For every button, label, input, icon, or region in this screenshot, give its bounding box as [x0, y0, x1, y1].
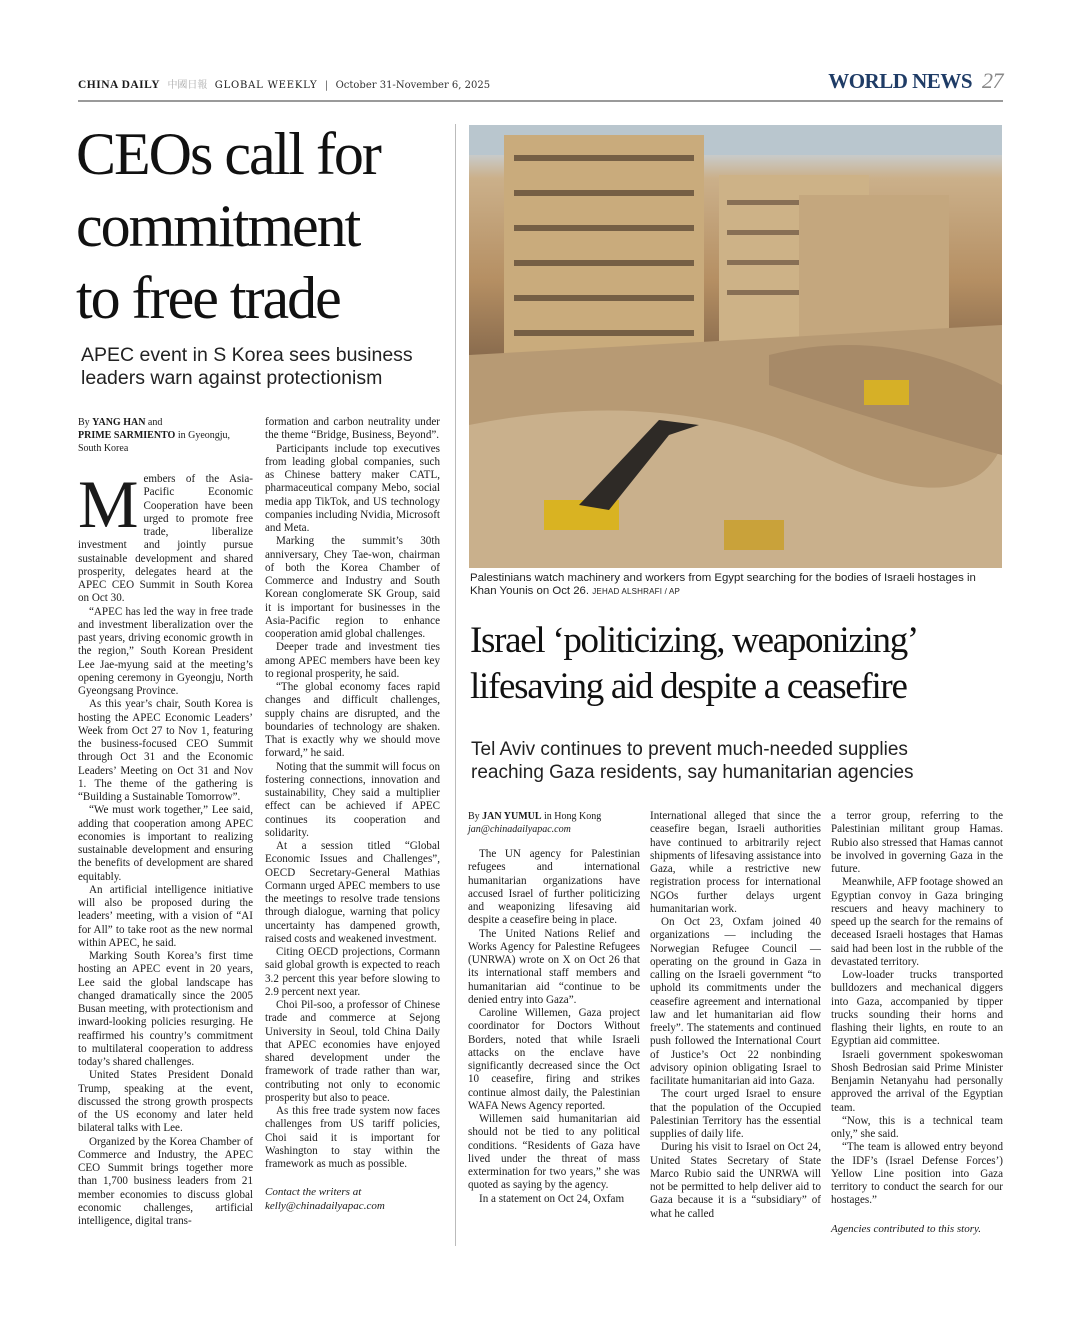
section-header: [828, 68, 1003, 94]
article2-headline: [470, 618, 1010, 710]
section-name: WORLD NEWS: [828, 69, 972, 93]
headline-line: Israel ‘politicizing, weaponizing’: [470, 620, 918, 661]
paper-name: CHINA DAILY: [78, 79, 161, 91]
issue-date: October 31-November 6, 2025: [335, 80, 491, 91]
body-paragraph: a terror group, referring to the Palestinian militant group Hamas. Rubio also stressed that Hamas cannot be involved in governing Gaza in the future.: [831, 810, 1003, 875]
body-paragraph: Marking South Korea’s first time hosting an APEC event in 20 years, Lee said the global landscape has changed dramatically since the 2005 Busan meeting, with protectionism and inward-looking policies resurging. He reaffirmed his country’s commitment to multilateral cooperation to address today’s shared challenges.: [78, 950, 253, 1068]
body-paragraph: Willemen said humanitarian aid should not be tied to any political conditions. “Residents of Gaza have lived under the threat of mass extermination for two years,” she was quoted as saying by the agency.: [468, 1113, 640, 1192]
body-paragraph: “Now, this is a technical team only,” she said.: [831, 1114, 1003, 1140]
article2-column-1: [468, 810, 640, 1206]
body-paragraph: The court urged Israel to ensure that the population of the Occupied Palestinian Territory has the essential supplies of daily life.: [650, 1088, 821, 1140]
body-paragraph: Israeli government spokeswoman Shosh Bedrosian said Prime Minister Benjamin Netanyahu had personally approved the arrival of the Egyptian team.: [831, 1048, 1003, 1114]
paragraphs: [650, 810, 821, 1221]
separator: |: [324, 79, 329, 91]
body-paragraph: During his visit to Israel on Oct 24, United States Secretary of State Marco Rubio said the UNRWA will not be permitted to help deliver aid to Gaza because it is a “subsidiary” of what he called: [650, 1141, 821, 1220]
photo-credit: JEHAD ALSHRAFI / AP: [592, 587, 681, 596]
caption-text: Palestinians watch machinery and workers from Egypt searching for the bodies of Israeli hostages in Khan Younis on Oct 26.: [470, 572, 976, 597]
contact-email[interactable]: kelly@chinadailyapac.com: [265, 1200, 385, 1213]
author-email[interactable]: jan@chinadailyapac.com: [468, 824, 571, 835]
dek-line: leaders warn against protectionism: [81, 367, 383, 389]
body-paragraph: The United Nations Relief and Works Agency for Palestine Refugees (UNRWA) wrote on X on Oct 26 that its international staff members and humanitarian aid “continue to be denied entry into Gaza”.: [468, 927, 640, 1006]
drop-cap: M: [78, 466, 139, 542]
article2-column-2: [650, 810, 821, 1221]
body-paragraph: “APEC has led the way in free trade and investment liberalization over the past years, driving economic growth in the region,” South Korean President Lee Jae-myung said at the meeting’s opening ceremony in Gyeongju, North Gyeongsang Province.: [78, 605, 253, 697]
byline-prefix: By: [468, 811, 483, 822]
body-paragraph: The UN agency for Palestinian refugees and international humanitarian organizations have accused Israel of further politicizing and weaponizing lifesaving aid despite a ceasefire being in place.: [468, 848, 640, 927]
photo-caption: [470, 572, 1005, 598]
body-paragraph: Noting that the summit will focus on fostering connections, innovation and sustainability, Chey said a multiplier effect can be achieved if APEC continues its cooperation and solidarity.: [265, 760, 440, 839]
body-paragraph: Deeper trade and investment ties among APEC members have been key to regional prosperity, he said.: [265, 641, 440, 680]
article1-column-1: [78, 416, 253, 1228]
article1-headline: [76, 118, 456, 334]
body-paragraph: Choi Pil-soo, a professor of Chinese trade and commerce at Sejong University in Seoul, told China Daily that APEC economies have enjoyed shared development under the framework of trade rather than war, contributing not only to economic prosperity but also to peace.: [265, 999, 440, 1104]
body-paragraph: On Oct 23, Oxfam joined 40 organizations — including the Norwegian Refugee Council — operating on the ground in Gaza in calling on the Israeli government “to uphold its commitments under the ceasefire agreement and international law and let humanitarian aid flow freely”. The statements and continued push followed the International Court of Justice’s Oct 22 nonbinding advisory opinion obligating Israel to facilitate humanitarian aid into Gaza.: [650, 916, 821, 1087]
dek-line: reaching Gaza residents, say humanitarian agencies: [471, 762, 914, 783]
paragraphs: [831, 810, 1003, 1208]
gaza-rubble-photo: [469, 125, 1002, 568]
headline-line: CEOs call for: [76, 121, 380, 187]
article2-column-3: [831, 810, 1003, 1236]
author-name: YANG HAN: [92, 417, 146, 428]
body-paragraph: formation and carbon neutrality under the theme “Bridge, Business, Beyond”.: [265, 416, 440, 442]
article2-byline: [468, 810, 640, 836]
body-paragraph: As this free trade system now faces challenges from US tariff policies, Choi said it is important for Washington to stay within the framework as much as possible.: [265, 1105, 440, 1170]
byline-and: and: [145, 417, 163, 428]
author-name: PRIME SARMIENTO: [78, 430, 176, 441]
body-paragraph: “We must work together,” Lee said, adding that cooperation among APEC economies is important to realizing sustainable development and ensuring the benefits of development are shared equitably.: [78, 804, 253, 883]
body-paragraph: Meanwhile, AFP footage showed an Egyptian convoy in Gaza bringing rescuers and heavy machinery to speed up the search for the remains of deceased Israeli hostages that Hamas said had been lost in the rubble of the devastated territory.: [831, 876, 1003, 968]
article1-column-2: [265, 416, 440, 1213]
paragraphs: [468, 848, 640, 1206]
headline-line: to free trade: [76, 265, 340, 331]
body-paragraph: Low-loader trucks transported bulldozers and mechanical diggers into Gaza, accompanied by tipper trucks sounding their horns and flashing their lights, en route to an Egyptian aid committee.: [831, 969, 1003, 1048]
signoff-line: Contact the writers at: [265, 1186, 362, 1199]
chinese-logo: 中國日報: [167, 80, 208, 91]
body-paragraph: Caroline Willemen, Gaza project coordinator for Doctors Without Borders, noted that while Israeli attacks on the enclave have significantly decreased since the Oct 10 ceasefire, firing and strikes continue almost daily, the Palestinian WAFA News Agency reported.: [468, 1007, 640, 1112]
body-paragraph: Organized by the Korea Chamber of Commerce and Industry, the APEC CEO Summit brings together more than 1,700 business leaders from 21 member economies to discuss global economic challenges, artificial intelligence, digital trans-: [78, 1135, 253, 1227]
body-paragraph: United States President Donald Trump, speaking at the event, discussed the strong growth prospects of the US economy and later held bilateral talks with Lee.: [78, 1069, 253, 1135]
dek-line: APEC event in S Korea sees business: [81, 344, 413, 366]
body-paragraph: Participants include top executives from leading global companies, such as Chinese battery maker CATL, pharmaceutical company Mebo, social media app TikTok, and US technology companies including Nvidia, Microsoft and Meta.: [265, 442, 440, 534]
headline-line: lifesaving aid despite a ceasefire: [470, 666, 907, 707]
paragraphs: [265, 416, 440, 1171]
body-paragraph: “The team is allowed entry beyond the IDF’s (Israel Defense Forces’) Yellow Line position into Gaza territory to conduct the search for our hostages.”: [831, 1141, 1003, 1207]
body-paragraph: International alleged that since the ceasefire began, Israeli authorities have continued to arbitrarily reject shipments of lifesaving assistance into Gaza, while a restrictive new registration process for international NGOs further delays urgent humanitarian work.: [650, 810, 821, 915]
page-number: 27: [982, 68, 1003, 93]
byline-location: in Hong Kong: [541, 811, 602, 822]
body-paragraph: embers of the Asia-Pacific Economic Cooperation have been urged to promote free trade, liberalize investment and jointly pursue sustainable development and shared prosperity, delegates heard at the APEC CEO Summit in South Korea on Oct 30.: [78, 473, 253, 605]
body-paragraph: In a statement on Oct 24, Oxfam: [479, 1192, 625, 1205]
article2-dek: [471, 738, 1011, 784]
dek-line: Tel Aviv continues to prevent much-needed supplies: [471, 739, 908, 760]
body-paragraph: An artificial intelligence initiative will also be proposed during the leaders’ meeting, with a vision of “AI for All” to take root as the new normal within APEC, he said.: [78, 883, 253, 949]
paragraphs: [78, 466, 253, 1228]
article1-byline: [78, 416, 253, 455]
author-name: JAN YUMUL: [482, 811, 542, 822]
body-paragraph: As this year’s chair, South Korea is hosting the APEC Economic Leaders’ Week from Oct 27 to Nov 1, featuring the business-focused CEO Summit through Oct 31 and the Economic Leaders’ Meeting on Oct 31 and Nov 1. The theme of the gathering is “Building a Sustainable Tomorrow”.: [78, 698, 253, 803]
article1-signoff: [265, 1185, 440, 1213]
byline-prefix: By: [78, 417, 93, 428]
article1-dek: [81, 344, 451, 390]
news-photo: [469, 125, 1002, 568]
body-paragraph: At a session titled “Global Economic Issues and Challenges”, OECD Secretary-General Mathias Cormann urged APEC members to use the meetings to resolve trade tensions through dialogue, warning that policy uncertainty has dampened growth, raised costs and weakened investment.: [265, 840, 440, 945]
headline-line: commitment: [76, 193, 360, 259]
edition-name: GLOBAL WEEKLY: [214, 80, 318, 91]
body-paragraph: “The global economy faces rapid changes and difficult challenges, supply chains are disrupted, and the boundaries of technology are shaken. That is exactly why we should move forward,” he said.: [265, 681, 440, 760]
body-paragraph: Citing OECD projections, Cormann said global growth is expected to reach 3.2 percent this year before slowing to 2.9 percent next year.: [265, 946, 440, 998]
header-rule: [78, 100, 1003, 102]
body-paragraph: Marking the summit’s 30th anniversary, Chey Tae-won, chairman of both the Korea Chamber of Commerce and Industry and South Korean conglomerate SK Group, said it is important for businesses in the Asia-Pacific region to enhance cooperation amid global challenges.: [265, 535, 440, 640]
article2-signoff: Agencies contributed to this story.: [831, 1222, 982, 1235]
byline-location: in Gyeongju, South Korea: [78, 430, 231, 454]
